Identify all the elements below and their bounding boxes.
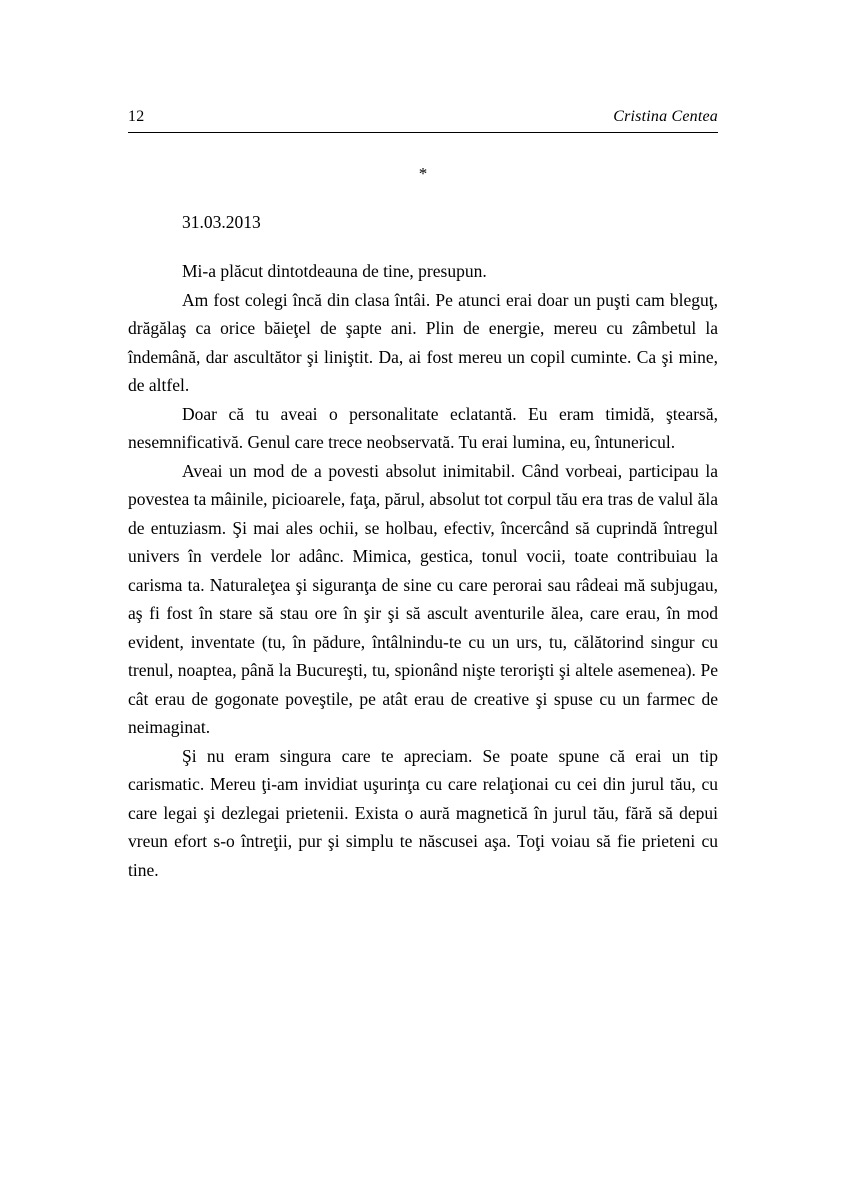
page-content	[128, 108, 718, 884]
paragraph: Mi-a plăcut dintotdeauna de tine, presupun.	[182, 261, 487, 281]
page-number: 12	[128, 108, 145, 125]
paragraph: Am fost colegi încă din clasa întâi. Pe atunci erai doar un puşti cam bleguţ, drăgălaş ca orice băieţel de şapte ani. Plin de energie, mereu cu zâmbetul la îndemână, dar ascultător şi liniştit. Da, ai fost mereu un copil cuminte. Ca şi mine, de altfel.	[128, 289, 718, 396]
paragraph: Doar că tu aveai o personalitate eclatantă. Eu eram timidă, ştearsă, nesemnificativă. Genul care trece neobservată. Tu erai lumina, eu, întunericul.	[128, 403, 718, 453]
paragraph: Aveai un mod de a povesti absolut inimitabil. Când vorbeai, participau la povestea ta mâinile, picioarele, faţa, părul, absolut tot corpul tău era tras de valul ăla de entuziasm. Şi mai ales ochii, se holbau, efectiv, încercând să cuprindă întregul univers în verdele lor adânc. Mimica, gestica, tonul vocii, toate contribuiau la carisma ta. Naturaleţea şi siguranţa de sine cu care perorai sau râdeai mă subjugau, aş fi fost în stare să stau ore în şir şi să ascult aventurile ălea, care erau, în mod evident, inventate (tu, în pădure, întâlnindu-te cu un urs, tu, călătorind singur cu trenul, noaptea, până la Bucureşti, tu, spionând nişte terorişti şi altele asemenea). Pe cât erau de gogonate poveştile, pe atât erau de creative şi spuse cu un farmec de neimaginat.	[128, 460, 718, 738]
running-head	[128, 108, 718, 126]
entry-date: 31.03.2013	[182, 212, 261, 232]
body-text	[128, 257, 718, 884]
paragraph: Şi nu eram singura care te apreciam. Se poate spune că erai un tip carismatic. Mereu ţi-am invidiat uşurinţa cu care relaţionai cu cei din jurul tău, cu care legai şi dezlegai prietenii. Exista o aură magnetică în jurul tău, fără să depui vreun efort s-o întreţii, pur şi simplu te născusei aşa. Toţi voiau să fie prieteni cu tine.	[128, 745, 718, 880]
section-separator: *	[418, 164, 428, 183]
running-head-author: Cristina Centea	[613, 108, 718, 125]
header-rule	[128, 132, 718, 133]
